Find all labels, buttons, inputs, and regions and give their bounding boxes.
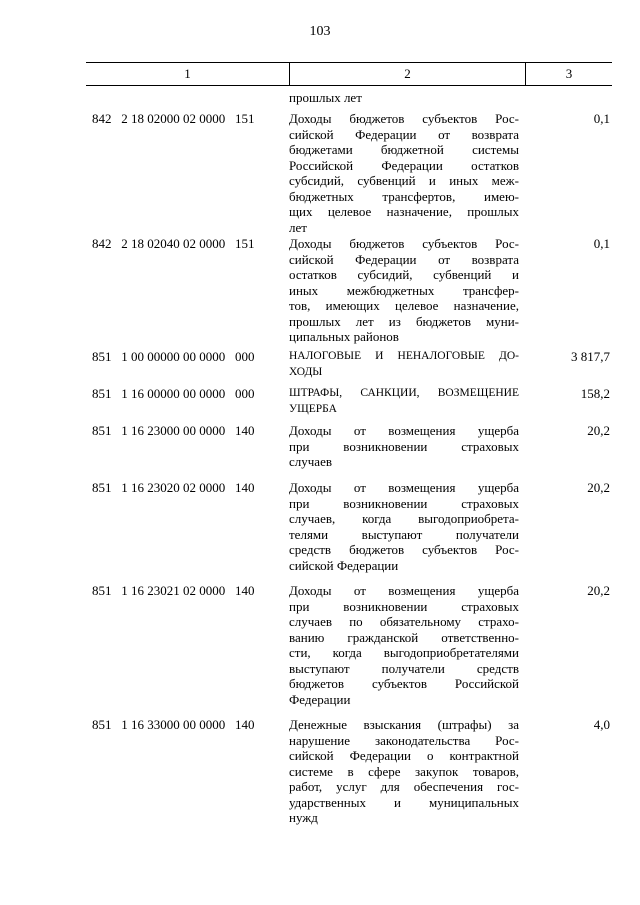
- amount: 4,0: [593, 717, 610, 732]
- amount: 158,2: [580, 386, 610, 401]
- income-description: НАЛОГОВЫЕ И НЕНАЛОГОВЫЕ ДО- ХОДЫ: [289, 350, 519, 378]
- budget-code: 851 1 16 00000 00 0000 000: [92, 386, 255, 401]
- budget-code: 851 1 16 23000 00 0000 140: [92, 423, 255, 438]
- table-header: [86, 62, 612, 86]
- income-description: Доходы от возмещения ущерба при возникновении страховых случаев: [289, 423, 519, 469]
- column-header-3: 3: [565, 66, 573, 81]
- column-header-2: 2: [404, 66, 411, 81]
- budget-code: 851 1 00 00000 00 0000 000: [92, 349, 255, 364]
- amount: 20,2: [587, 583, 610, 598]
- income-description: Доходы от возмещения ущерба при возникновении страховых случаев по обязательному страхо- ванию гражданской ответственно- сти, когда выгодоприобретателями выступают получатели средств бюджетов субъектов Российской Федерации: [289, 583, 519, 707]
- continued-text: прошлых лет: [289, 90, 362, 105]
- income-description: Доходы от возмещения ущерба при возникновении страховых случаев, когда выгодоприобрета- телями выступают получатели средств бюджетов субъектов Рос- сийской Федерации: [289, 480, 519, 573]
- income-description: Доходы бюджетов субъектов Рос- сийской Федерации от возврата бюджетами бюджетной системы Российской Федерации остатков субсидий, субвенций и иных меж- бюджетных трансфертов, имею- щих целевое назначение, прошлых лет: [289, 111, 519, 235]
- income-description: Денежные взыскания (штрафы) за нарушение законодательства Рос- сийской Федерации о контрактной системе в сфере закупок товаров, работ, услуг для обеспечения гос- ударственных и муниципальных нужд: [289, 717, 519, 825]
- income-description: Доходы бюджетов субъектов Рос- сийской Федерации от возврата остатков субсидий, субвенций и иных межбюджетных трансфер- тов, имеющих целевое назначение, прошлых лет из бюджетов муни- ципальных районов: [289, 236, 519, 344]
- amount: 3 817,7: [571, 349, 610, 364]
- amount: 0,1: [593, 236, 610, 251]
- budget-code: 851 1 16 23021 02 0000 140: [92, 583, 255, 598]
- amount: 20,2: [587, 423, 610, 438]
- amount: 0,1: [593, 111, 610, 126]
- budget-code: 851 1 16 33000 00 0000 140: [92, 717, 255, 732]
- column-header-1: 1: [184, 66, 191, 81]
- budget-code: 842 2 18 02040 02 0000 151: [92, 236, 255, 251]
- amount: 20,2: [587, 480, 610, 495]
- page-number: 103: [309, 24, 331, 39]
- budget-code: 842 2 18 02000 02 0000 151: [92, 111, 255, 126]
- income-description: ШТРАФЫ, САНКЦИИ, ВОЗМЕЩЕНИЕ УЩЕРБА: [289, 387, 519, 415]
- budget-code: 851 1 16 23020 02 0000 140: [92, 480, 255, 495]
